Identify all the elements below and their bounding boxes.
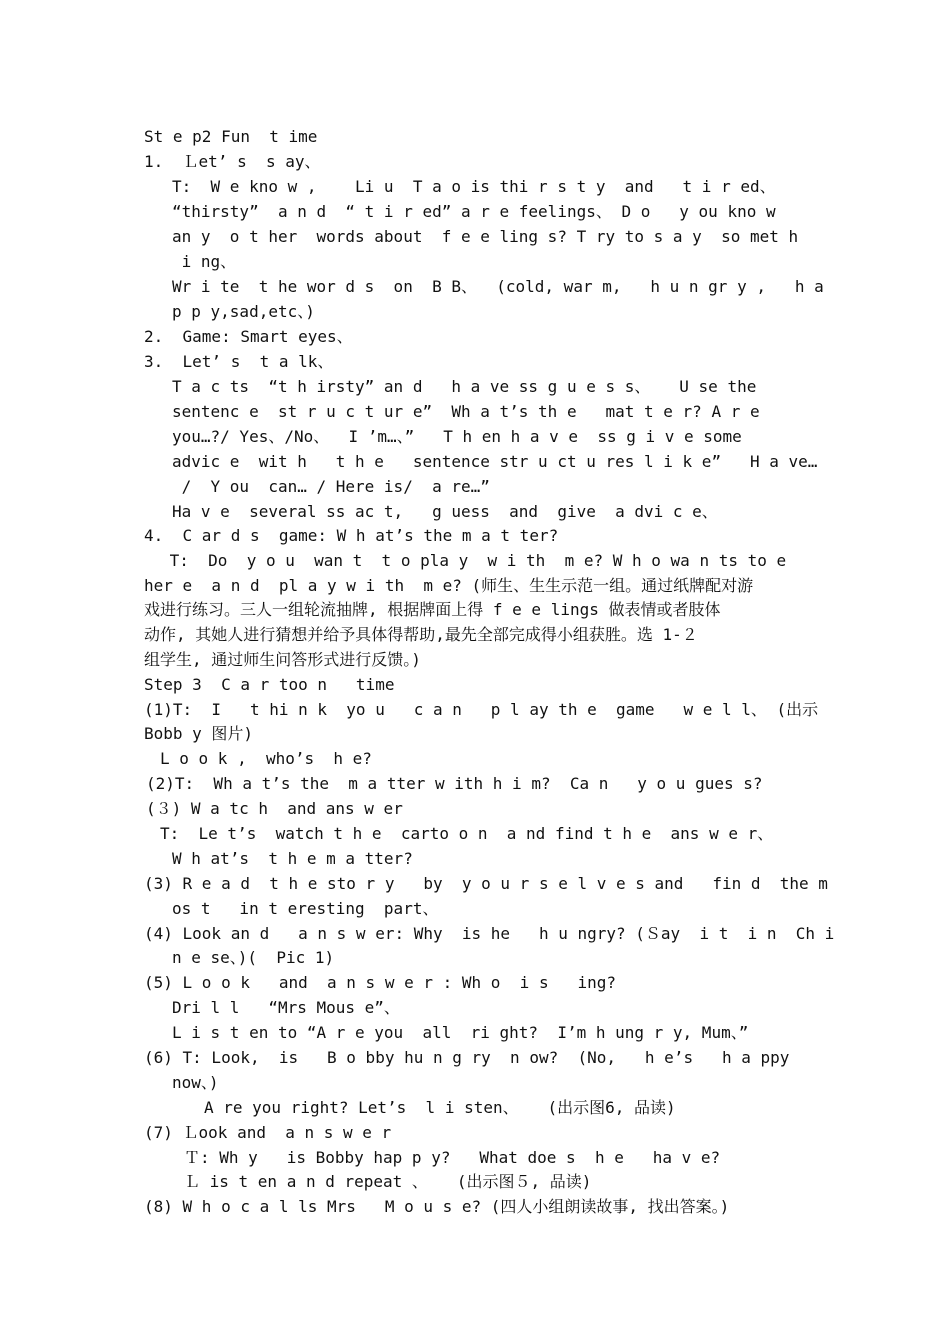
text-line: 4. C ar d s game: W h at’s the m a t ter?	[144, 526, 559, 545]
text-line: A re you right? Let’s l i sten、 (出示图6, 品读)	[204, 1098, 676, 1117]
text-line: (３) W a tc h and ans w er	[146, 799, 403, 818]
text-line: p p y,sad,etc、)	[172, 302, 315, 321]
section-heading: Step 3 C a r too n time	[144, 675, 395, 694]
text-line: T: W e kno w , Li u T a o is thi r s t y and t i r ed、	[172, 177, 776, 196]
text-line: Ｌ is t en a n d repeat 、 (出示图５, 品读)	[184, 1172, 592, 1191]
text-line: advic e wit h t h e sentence str u ct u res l i k e” H a ve…	[172, 452, 818, 471]
text-line: now、)	[172, 1073, 219, 1092]
text-line: an y o t her words about f e e ling s? T ry to s a y so met h	[172, 227, 799, 246]
text-line: (6) T: Look, is B o bby hu n g ry n ow? (No, h e’s h a ppy	[144, 1048, 790, 1067]
text-line: / Y ou can… / Here is/ a re…”	[172, 477, 490, 496]
text-line: (5) L o o k and a n s w e r : Wh o i s ing?	[144, 973, 617, 992]
text-line: (4) Look an d a n s w er: Why is he h u ngry? (Ｓay i t i n Ch i	[144, 924, 835, 943]
text-line: os t in t eresting part、	[172, 899, 439, 918]
text-line: i ng、	[172, 252, 237, 271]
text-line: St e p2 Fun t ime	[144, 127, 318, 146]
text-line: “thirsty” a n d “ t i r ed” a r e feelings、 D o y ou kno w	[172, 202, 776, 221]
text-line: n e se、)( Pic 1)	[172, 948, 335, 967]
text-line: you…?/ Yes、/No、 I ’m…、” T h en h a v e ss g i v e some	[172, 427, 742, 446]
text-line: (7) Ｌook and a n s w e r	[144, 1123, 392, 1142]
text-line: (2)T: Wh a t’s the m a tter w ith h i m? Ca n y o u gues s?	[146, 774, 763, 793]
text-line: T a c ts “t h irsty” an d h a ve ss g u e s s、 U se the	[172, 377, 757, 396]
text-line: Bobb y 图片)	[144, 724, 254, 743]
text-line: 3. Let’ s t a lk、	[144, 352, 334, 371]
text-line: W h at’s t h e m a tter?	[172, 849, 413, 868]
text-line: (1)T: I t hi n k yo u c a n p l ay th e game w e l l、 (出示	[144, 700, 819, 719]
text-line: 2. Game: Smart eyes、	[144, 327, 353, 346]
text-line: 动作, 其她人进行猜想并给予具体得帮助,最先全部完成得小组获胜。选 1-２	[144, 625, 698, 644]
text-line: T: Le t’s watch t h e carto o n a nd find t h e ans w e r、	[160, 824, 774, 843]
text-line: 组学生, 通过师生问答形式进行反馈。)	[144, 650, 421, 669]
text-line: 戏进行练习。三人一组轮流抽牌, 根据牌面上得 f e e lings 做表情或者肢体	[144, 600, 721, 619]
text-line: her e a n d pl a y w i th m e? (师生、生生示范一组。通过纸牌配对游	[144, 576, 754, 595]
text-line: 1. Ｌet’ s s ay、	[144, 152, 321, 171]
text-line: Dri l l “Mrs Mous e”、	[172, 998, 400, 1017]
text-line: (8) W h o c a l ls Mrs M o u s e? (四人小组朗读故事, 找出答案。)	[144, 1197, 730, 1216]
text-line: T: Do y o u wan t t o pla y w i th m e? W h o wa n ts to e	[160, 551, 787, 570]
text-line: Ha v e several ss ac t, g uess and give a dvi c e、	[172, 502, 718, 521]
text-line: Wr i te t he wor d s on B B、 (cold, war m, h u n gr y , h a	[172, 277, 824, 296]
text-line: L i s t en to “A r e you all ri ght? I’m h ung r y, Mum、”	[172, 1023, 749, 1042]
text-line: sentenc e st r u c t ur e” Wh a t’s th e mat t e r? A r e	[172, 402, 760, 421]
text-line: Ｔ: Wh y is Bobby hap p y? What doe s h e ha v e?	[184, 1148, 721, 1167]
text-line: (3) R e a d t h e sto r y by y o u r s e l v e s and fin d the m	[144, 874, 828, 893]
text-line: L o o k , who’s h e?	[160, 749, 372, 768]
